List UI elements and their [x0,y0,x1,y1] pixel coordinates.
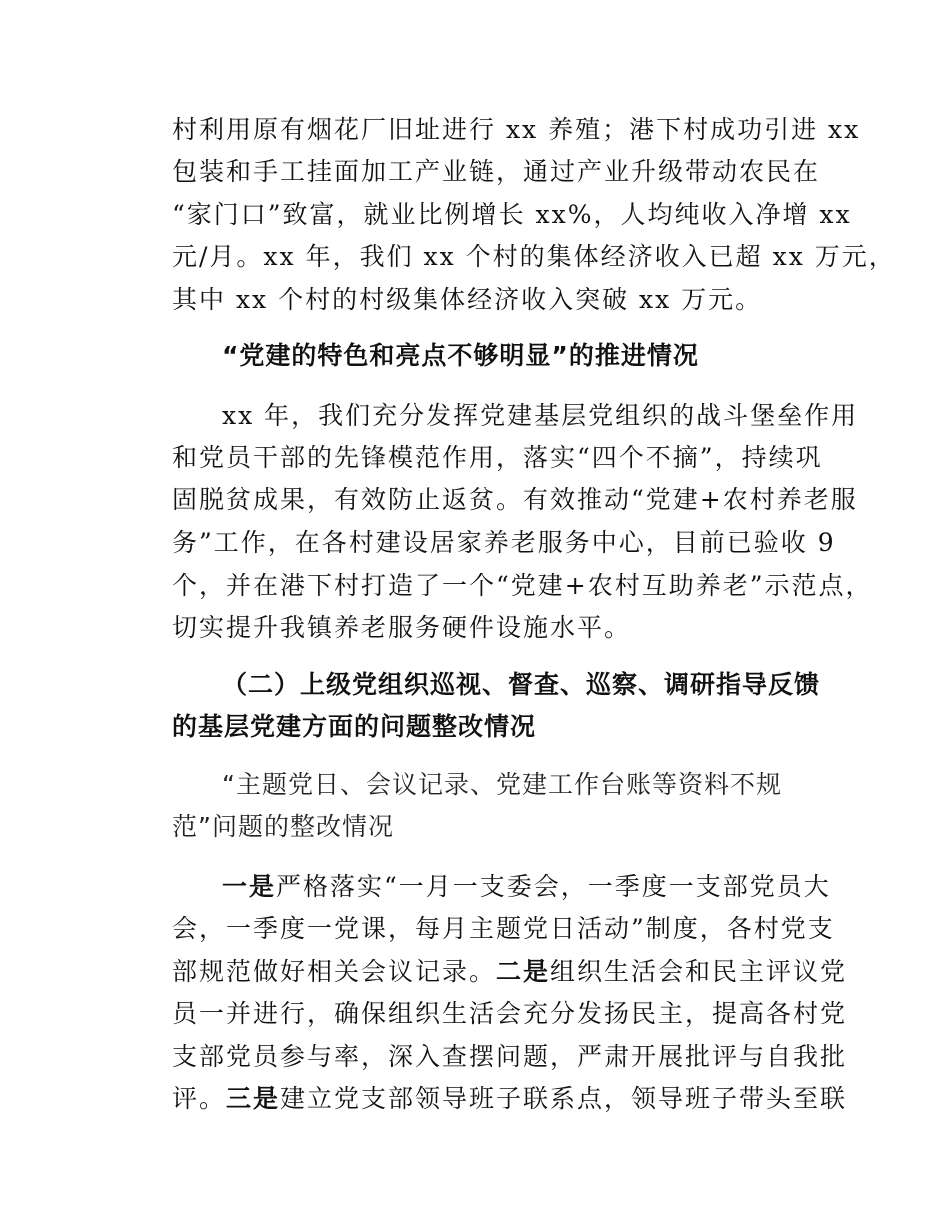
lead-first: 一是 [222,872,277,901]
lead-third: 三是 [226,1084,281,1113]
text-line: 包装和手工挂面加工产业链，通过产业升级带动农民在 [172,157,821,186]
text-line: 会，一季度一党课，每月主题党日活动”制度，各村党支 [172,914,835,943]
text-line: 员一并进行，确保组织生活会充分发扬民主，提高各村党 [172,999,848,1028]
subheading-line: “主题党日、会议记录、党建工作台账等资料不规 [222,770,782,799]
heading-line: （二）上级党组织巡视、督查、巡察、调研指导反馈 [222,670,821,699]
text-line: 支部党员参与率，深入查摆问题，严肃开展批评与自我批 [172,1042,848,1071]
text-line: 元/月。xx 年，我们 xx 个村的集体经济收入已超 xx 万元， [172,242,896,271]
text-line: xx 年，我们充分发挥党建基层党组织的战斗堡垒作用 [222,401,859,430]
text-line: 其中 xx 个村的村级集体经济收入突破 xx 万元。 [172,285,763,314]
text-line: 村利用原有烟花厂旧址进行 xx 养殖；港下村成功引进 xx [172,115,861,144]
text-line: 一是严格落实“一月一支委会，一季度一支部党员大 [222,872,831,901]
text-line: 评。三是建立党支部领导班子联系点，领导班子带头至联 [172,1084,848,1113]
text-line: 部规范做好相关会议记录。二是组织生活会和民主评议党 [172,957,848,986]
text-line: 个，并在港下村打造了一个“党建+农村互助养老”示范点， [172,571,873,600]
subheading-line: 范”问题的整改情况 [172,812,394,841]
text-line: 务”工作，在各村建设居家养老服务中心，目前已验收 9 [172,528,836,557]
lead-second: 二是 [496,957,551,986]
text-line: 和党员干部的先锋模范作用，落实“四个不摘”，持续巩 [172,443,823,472]
text-line: “家门口”致富，就业比例增长 xx%，人均纯收入净增 xx [172,200,852,229]
heading-line: 的基层党建方面的问题整改情况 [172,712,537,741]
text-line: 切实提升我镇养老服务硬件设施水平。 [172,613,632,642]
text-line: 固脱贫成果，有效防止返贫。有效推动“党建+农村养老服 [172,485,858,514]
section-heading-party-building-highlights: “党建的特色和亮点不够明显”的推进情况 [222,341,699,370]
